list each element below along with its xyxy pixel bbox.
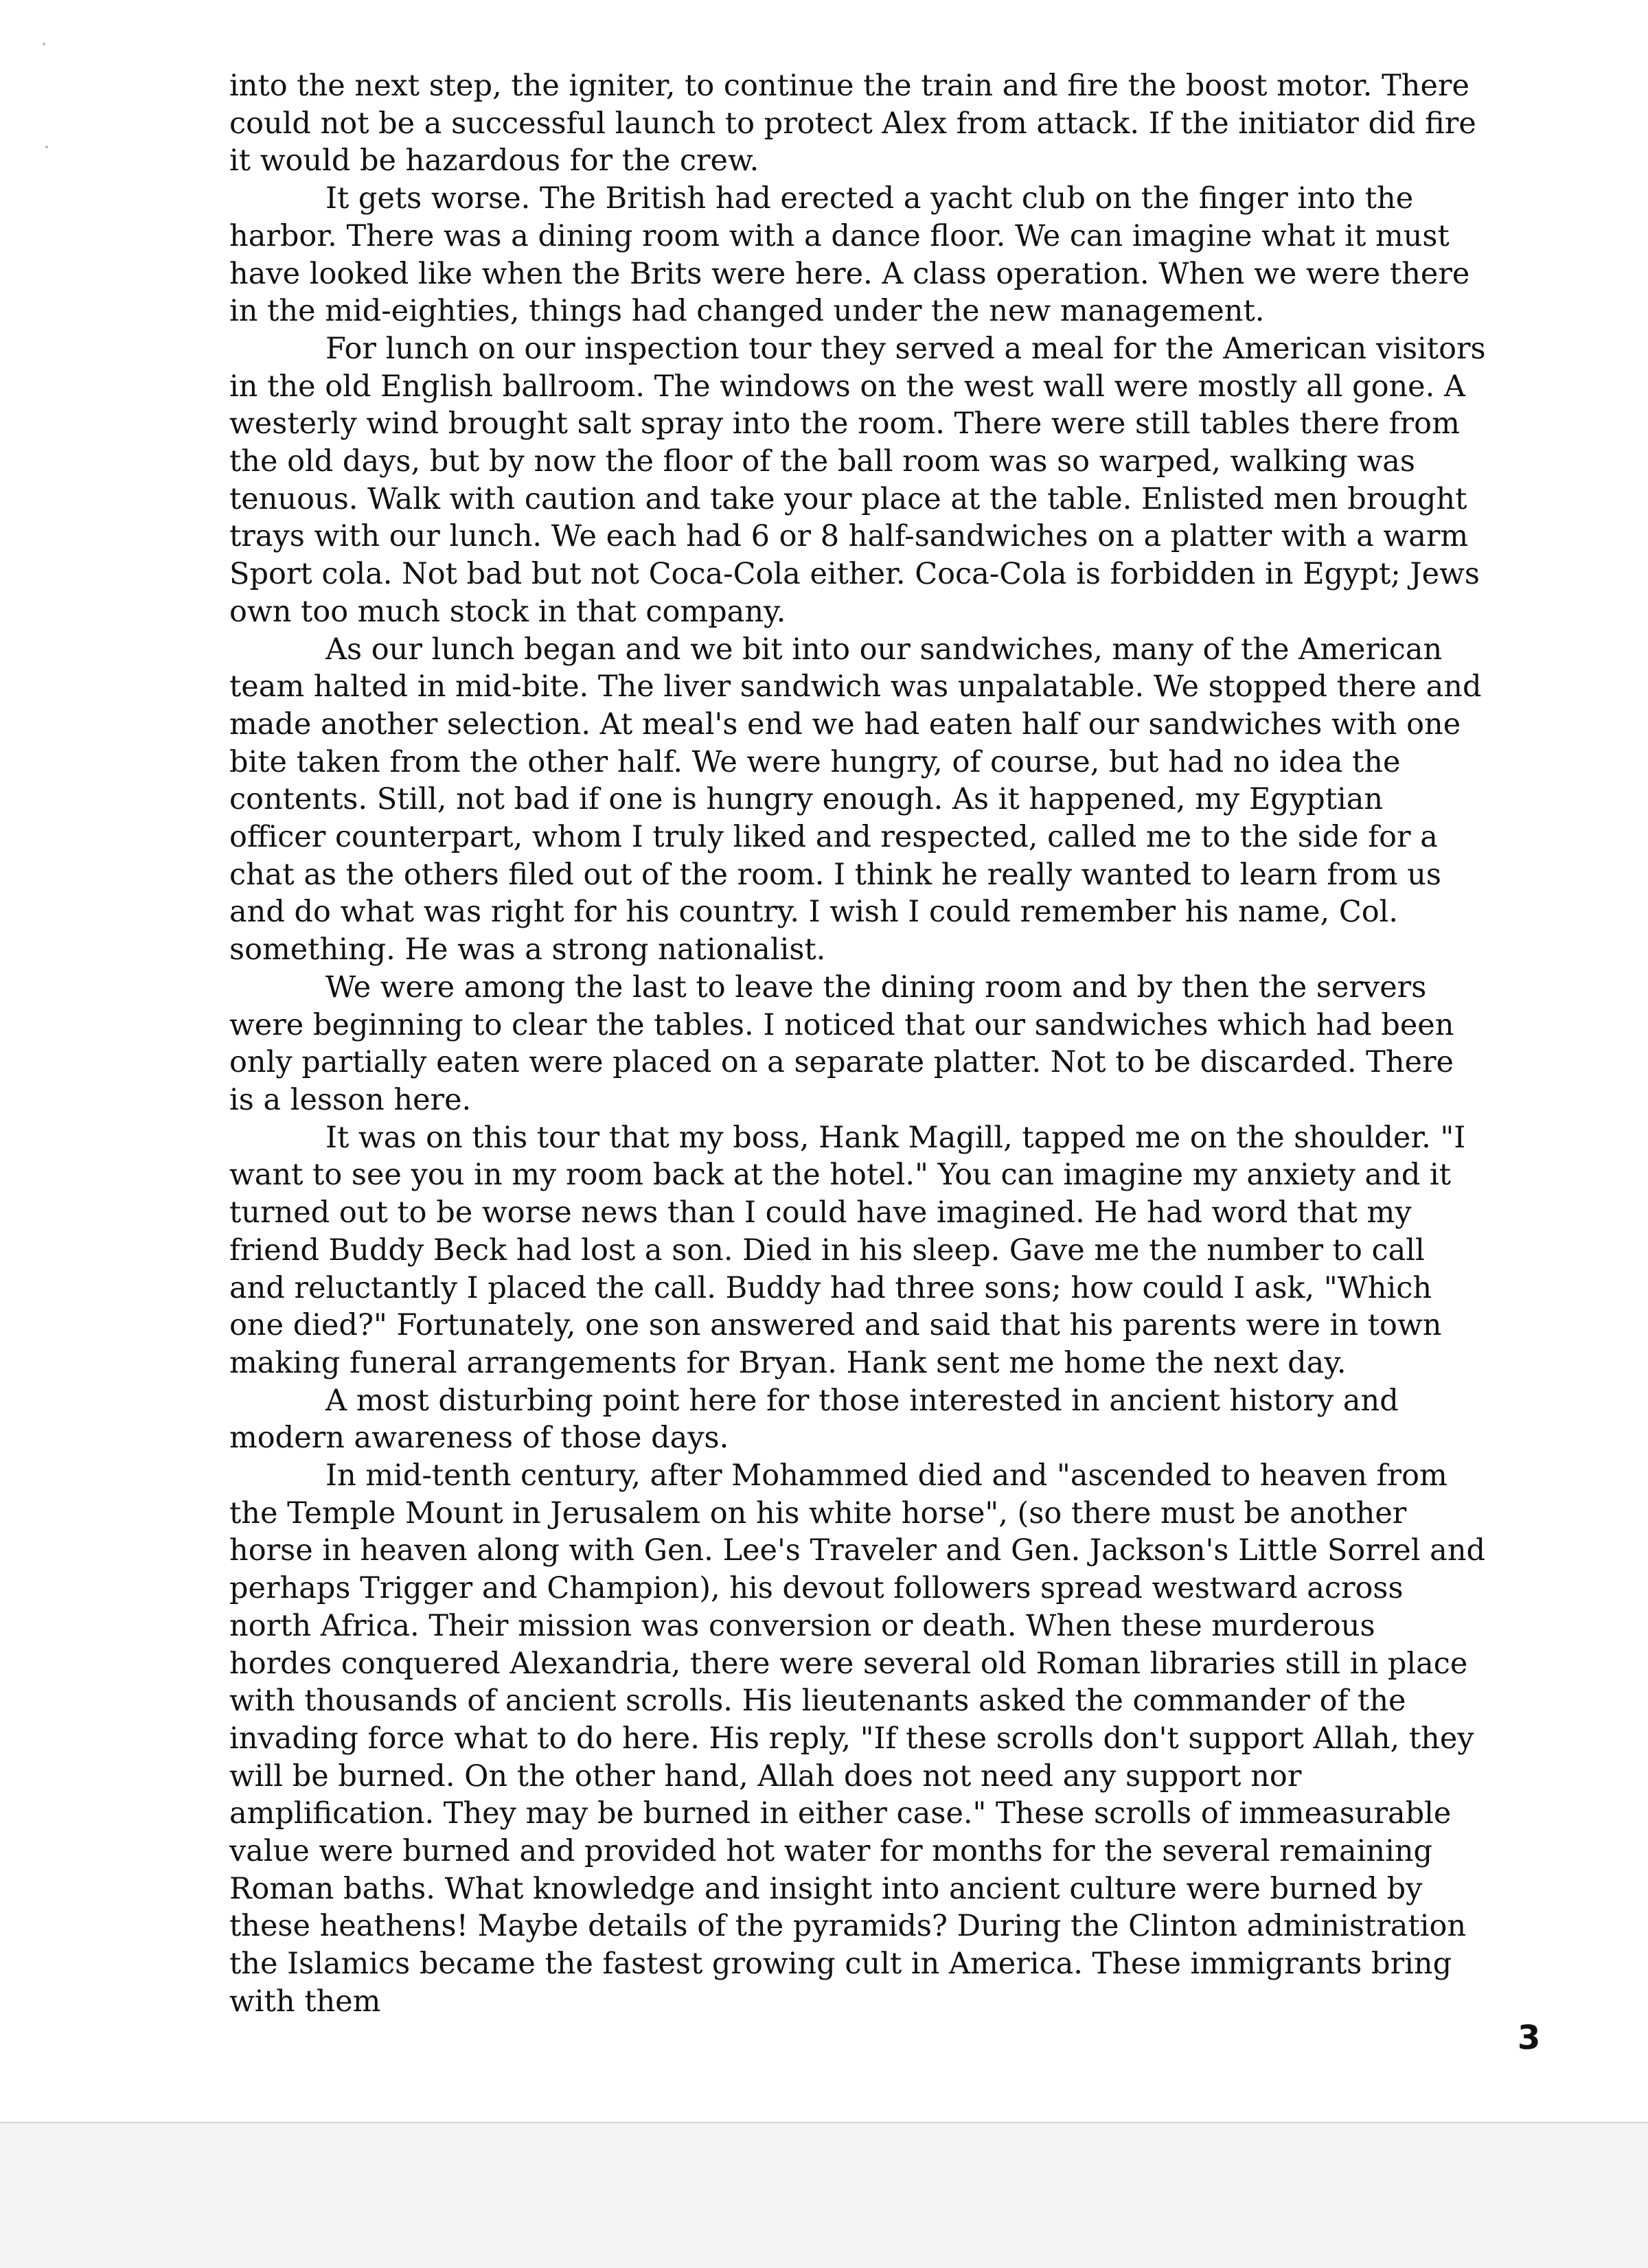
paragraph: It was on this tour that my boss, Hank Magill, tapped me on the shoulder. "I want to see you in my room back at the hotel." You can imagine my anxiety and it turned out to be worse news than I could have imagined. He had word that my friend Buddy Beck had lost a son. Died in his sleep. Gave me the number to call and reluctantly I placed the call. Buddy had three sons; how could I ask, "Which one died?" Fortunately, one son answered and said that his parents were in town making funeral arrangements for Bryan. Hank sent me home the next day. xyxy=(229,1120,1466,1380)
paragraph: It gets worse. The British had erected a yacht club on the finger into the harbor. There was a dining room with a dance floor. We can imagine what it must have looked like when the Brits were here. A class operation. When we were there in the mid-eighties, things had changed under the new management. xyxy=(229,181,1470,329)
paragraph: We were among the last to leave the dining room and by then the servers were beginning to clear the tables. I noticed that our sandwiches which had been only partially eaten were placed on a separate platter. Not to be discarded. There is a lesson here. xyxy=(229,970,1454,1117)
body-text xyxy=(229,67,1486,2021)
paragraph: As our lunch began and we bit into our sandwiches, many of the American team halted in mid-bite. The liver sandwich was unpalatable. We stopped there and made another selection. At meal's end we had eaten half our sandwiches with one bite taken from the other half. We were hungry, of course, but had no idea the contents. Still, not bad if one is hungry enough. As it happened, my Egyptian officer counterpart, whom I truly liked and respected, called me to the side for a chat as the others filed out of the room. I think he really wanted to learn from us and do what was right for his country. I wish I could remember his name, Col. something. He was a strong nationalist. xyxy=(229,632,1482,967)
page-number: 3 xyxy=(1518,2019,1541,2057)
paragraph: A most disturbing point here for those interested in ancient history and modern awareness of those days. xyxy=(229,1383,1399,1456)
paragraph: In mid-tenth century, after Mohammed died and "ascended to heaven from the Temple Mount in Jerusalem on his white horse", (so there must be another horse in heaven along with Gen. Lee's Traveler and Gen. Jackson's Little Sorrel and perhaps Trigger and Champion), his devout followers spread westward across north Africa. Their mission was conversion or death. When these murderous hordes conquered Alexandria, there were several old Roman libraries still in place with thousands of ancient scrolls. His lieutenants asked the commander of the invading force what to do here. His reply, "If these scrolls don't support Allah, they will be burned. On the other hand, Allah does not need any support nor amplification. They may be burned in either case." These scrolls of immeasurable value were burned and provided hot water for months for the several remaining Roman baths. What knowledge and insight into ancient culture were burned by these heathens! Maybe details of the pyramids? During the Clinton administration the Islamics became the fastest growing cult in America. These immigrants bring with them xyxy=(229,1458,1486,2019)
scan-speck xyxy=(45,146,48,148)
paragraph: into the next step, the igniter, to continue the train and fire the boost motor. There could not be a successful launch to protect Alex from attack. If the initiator did fire it would be hazardous for the crew. xyxy=(229,69,1476,179)
scan-speck xyxy=(43,43,45,45)
paragraph: For lunch on our inspection tour they served a meal for the American visitors in the old English ballroom. The windows on the west wall were mostly all gone. A westerly wind brought salt spray into the room. There were still tables there from the old days, but by now the floor of the ball room was so warped, walking was tenuous. Walk with caution and take your place at the table. Enlisted men brought trays with our lunch. We each had 6 or 8 half-sandwiches on a platter with a warm Sport cola. Not bad but not Coca-Cola either. Coca-Cola is forbidden in Egypt; Jews own too much stock in that company. xyxy=(229,331,1486,629)
